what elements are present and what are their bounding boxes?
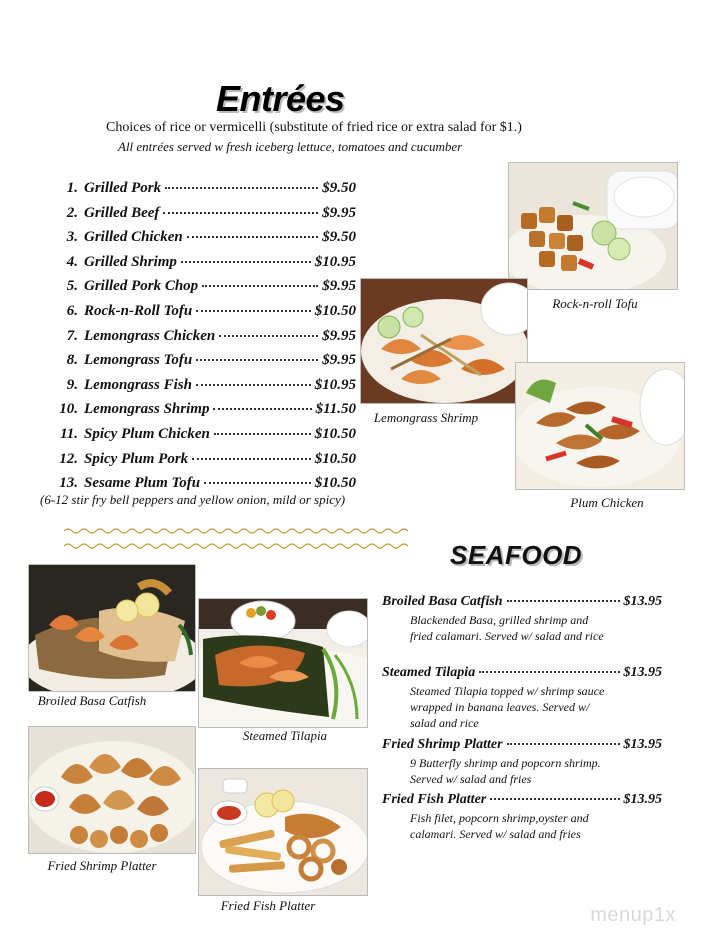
seafood-item <box>382 665 662 731</box>
list-item: 2. Grilled Beef $9.95 <box>66 204 356 221</box>
dish-price: $10.50 <box>314 475 356 492</box>
dish-name: Grilled Shrimp <box>84 253 177 270</box>
dish-name: Lemongrass Chicken <box>84 327 216 344</box>
list-item: 6. Rock-n-Roll Tofu $10.50 <box>66 302 356 319</box>
list-item: 7. Lemongrass Chicken $9.95 <box>66 327 356 344</box>
dish-name: Grilled Chicken <box>84 229 183 246</box>
dish-name: Spicy Plum Pork <box>84 450 189 467</box>
divider-line <box>64 542 410 550</box>
dish-name: Rock-n-Roll Tofu <box>84 302 193 319</box>
served-with-note: All entrées served w fresh iceberg lettuce, tomatoes and cucumber <box>118 139 463 154</box>
dish-description: Fish filet, popcorn shrimp,oyster and calamari. Served w/ salad and fries <box>410 811 589 841</box>
dish-description: 9 Butterfly shrimp and popcorn shrimp. Served w/ salad and fries <box>410 756 601 786</box>
photo-caption: Fried Fish Platter <box>220 898 316 913</box>
fried-fish-photo <box>198 768 368 896</box>
list-item: 8. Lemongrass Tofu $9.95 <box>66 352 356 369</box>
dish-name: Grilled Pork Chop <box>84 278 199 295</box>
seafood-heading: SEAFOOD <box>450 540 583 570</box>
dish-name: Grilled Beef <box>84 204 160 221</box>
dish-price: $13.95 <box>623 737 662 752</box>
seafood-item <box>382 792 662 842</box>
chicken-dish-image <box>516 363 685 490</box>
dish-name: Lemongrass Fish <box>84 376 192 393</box>
seafood-item <box>382 737 662 787</box>
list-item: 3. Grilled Chicken $9.50 <box>66 229 356 246</box>
dish-price: $9.95 <box>322 327 356 344</box>
fried-shrimp-image <box>29 727 196 854</box>
watermark-logo: menup1x <box>590 904 676 926</box>
list-item: 10. Lemongrass Shrimp $11.50 <box>59 401 356 418</box>
basa-dish-image <box>29 565 196 692</box>
entree-list <box>56 180 356 500</box>
rice-choices-note: Choices of rice or vermicelli (substitute of fried rice or extra salad for $1.) <box>106 120 522 135</box>
page-title: Entrées <box>216 78 345 119</box>
shrimp-dish-image <box>361 279 528 404</box>
dish-description: Steamed Tilapia topped w/ shrimp sauce wrapped in banana leaves. Served w/ salad and rice <box>410 684 605 730</box>
dish-price: $10.95 <box>314 376 356 393</box>
plum-chicken-photo <box>515 362 685 490</box>
photo-caption: Plum Chicken <box>570 495 644 510</box>
dish-price: $10.95 <box>314 253 356 270</box>
list-item: 5. Grilled Pork Chop $9.95 <box>66 278 356 295</box>
photo-caption: Lemongrass Shrimp <box>373 410 479 425</box>
dish-name: Lemongrass Shrimp <box>84 401 210 418</box>
dish-price: $9.95 <box>322 204 356 221</box>
dish-name: Broiled Basa Catfish <box>382 594 503 609</box>
dish-price: $9.50 <box>322 180 356 196</box>
fried-fish-image <box>199 769 368 896</box>
dish-name: Grilled Pork <box>84 180 162 196</box>
stir-fry-note: (6-12 stir fry bell peppers and yellow onion, mild or spicy) <box>40 492 346 507</box>
dish-name: Fried Shrimp Platter <box>382 737 503 752</box>
rock-n-roll-tofu-photo <box>508 162 678 290</box>
dish-price: $10.50 <box>314 302 356 319</box>
lemongrass-shrimp-photo <box>360 278 528 404</box>
dish-price: $10.50 <box>314 425 356 442</box>
dish-price: $10.50 <box>314 450 356 467</box>
dish-name: Spicy Plum Chicken <box>84 425 210 442</box>
tilapia-dish-image <box>199 599 368 728</box>
list-item: 9. Lemongrass Fish $10.95 <box>66 376 356 393</box>
dish-name: Steamed Tilapia <box>382 665 476 680</box>
dish-price: $9.50 <box>322 229 356 246</box>
dish-name: Fried Fish Platter <box>382 792 487 807</box>
dish-price: $9.95 <box>322 278 356 295</box>
dish-description: Blackended Basa, grilled shrimp and fried calamari. Served w/ salad and rice <box>410 613 604 643</box>
dish-price: $11.50 <box>315 401 356 418</box>
photo-caption: Broiled Basa Catfish <box>37 693 147 708</box>
broiled-basa-photo <box>28 564 196 692</box>
list-item: 13. Sesame Plum Tofu $10.50 <box>59 475 356 492</box>
tofu-dish-image <box>509 163 678 290</box>
photo-caption: Rock-n-roll Tofu <box>552 296 638 311</box>
list-item: 11. Spicy Plum Chicken $10.50 <box>60 425 356 442</box>
dish-price: $13.95 <box>623 665 662 680</box>
dish-price: $13.95 <box>623 792 662 807</box>
dish-price: $9.95 <box>322 352 356 369</box>
dish-name: Sesame Plum Tofu <box>84 475 201 492</box>
dish-price: $13.95 <box>623 594 662 609</box>
photo-caption: Fried Shrimp Platter <box>47 858 157 873</box>
dish-name: Lemongrass Tofu <box>84 352 193 369</box>
seafood-item <box>382 594 662 644</box>
list-item: 1. Grilled Pork $9.50 <box>66 180 356 196</box>
list-item: 12. Spicy Plum Pork $10.50 <box>59 450 356 467</box>
steamed-tilapia-photo <box>198 598 368 728</box>
list-item: 4. Grilled Shrimp $10.95 <box>66 253 356 270</box>
fried-shrimp-photo <box>28 726 196 854</box>
divider-line <box>64 527 410 535</box>
photo-caption: Steamed Tilapia <box>242 728 328 743</box>
